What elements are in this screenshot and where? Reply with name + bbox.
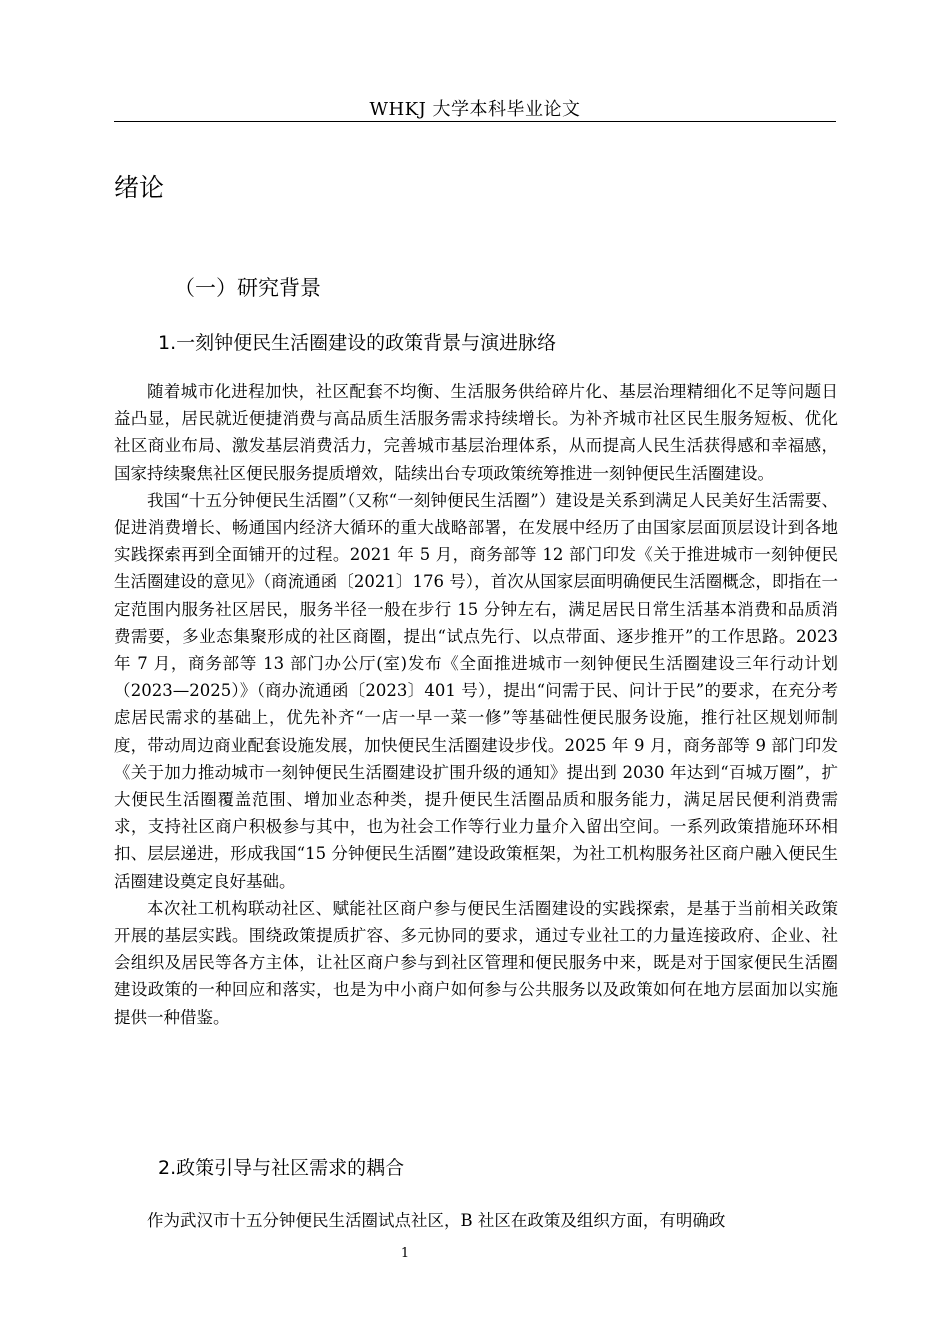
paragraph: 我国“十五分钟便民生活圈”（又称“一刻钟便民生活圈”）建设是关系到满足人民美好生活需要、促进消费增长、畅通国内经济大循环的重大战略部署，在发展中经历了由国家层面顶层设计到各地实践探索再到全面铺开的过程。2021 年 5 月，商务部等 12 部门印发《关于推进城市一刻钟便民生活圈建设的意见》（商流通函〔2021〕176 号），首次从国家层面明确便民生活圈概念，即指在一定范围内服务社区居民，服务半径一般在步行 15 分钟左右，满足居民日常生活基本消费和品质消费需要，多业态集聚形成的社区商圈，提出“试点先行、以点带面、逐步推开”的工作思路。2023 年 7 月，商务部等 13 部门办公厅(室)发布《全面推进城市一刻钟便民生活圈建设三年行动计划（2023—2025）》（商办流通函〔2023〕401 号），提出“问需于民、问计于民”的要求，在充分考虑居民需求的基础上，优先补齐“一店一早一菜一修”等基础性便民服务设施，推行社区规划师制度，带动周边商业配套设施发展，加快便民生活圈建设步伐。2025 年 9 月，商务部等 9 部门印发《关于加力推动城市一刻钟便民生活圈建设扩围升级的通知》提出到 2030 年达到“百城万圈”，扩大便民生活圈覆盖范围、增加业态种类，提升便民生活圈品质和服务能力，满足居民便利消费需求，支持社区商户积极参与其中，也为社会工作等行业力量介入留出空间。一系列政策措施环环相扣、层层递进，形成我国“15 分钟便民生活圈”建设政策框架，为社工机构服务社区商户融入便民生活圈建设奠定良好基础。 xyxy=(114,490,838,891)
paragraph: 本次社工机构联动社区、赋能社区商户参与便民生活圈建设的实践探索，是基于当前相关政策开展的基层实践。围绕政策提质扩容、多元协同的要求，通过专业社工的力量连接政府、企业、社会组织及居民等各方主体，让社区商户参与到社区管理和便民服务中来，既是对于国家便民生活圈建设政策的一种回应和落实，也是为中小商户如何参与公共服务以及政策如何在地方层面加以实施提供一种借鉴。 xyxy=(114,898,838,1027)
running-header: WHKJ 大学本科毕业论文 xyxy=(369,99,581,120)
header-rule xyxy=(114,121,836,122)
subsection-2-body xyxy=(114,1207,838,1234)
paragraph: 随着城市化进程加快，社区配套不均衡、生活服务供给碎片化、基层治理精细化不足等问题日益凸显，居民就近便捷消费与高品质生活服务需求持续增长。为补齐城市社区民生服务短板、优化社区商业布局、激发基层消费活力，完善城市基层治理体系，从而提高人民生活获得感和幸福感，国家持续聚焦社区便民服务提质增效，陆续出台专项政策统筹推进一刻钟便民生活圈建设。 xyxy=(114,382,838,483)
chapter-title: 绪论 xyxy=(114,173,165,202)
section-title: （一）研究背景 xyxy=(174,276,321,300)
paragraph: 作为武汉市十五分钟便民生活圈试点社区，B 社区在政策及组织方面，有明确政 xyxy=(147,1211,726,1230)
subsection-1-body xyxy=(114,378,838,1031)
subsection-title-1: 1.一刻钟便民生活圈建设的政策背景与演进脉络 xyxy=(158,332,557,354)
page-number: 1 xyxy=(400,1246,410,1261)
subsection-title-2: 2.政策引导与社区需求的耦合 xyxy=(158,1157,405,1179)
